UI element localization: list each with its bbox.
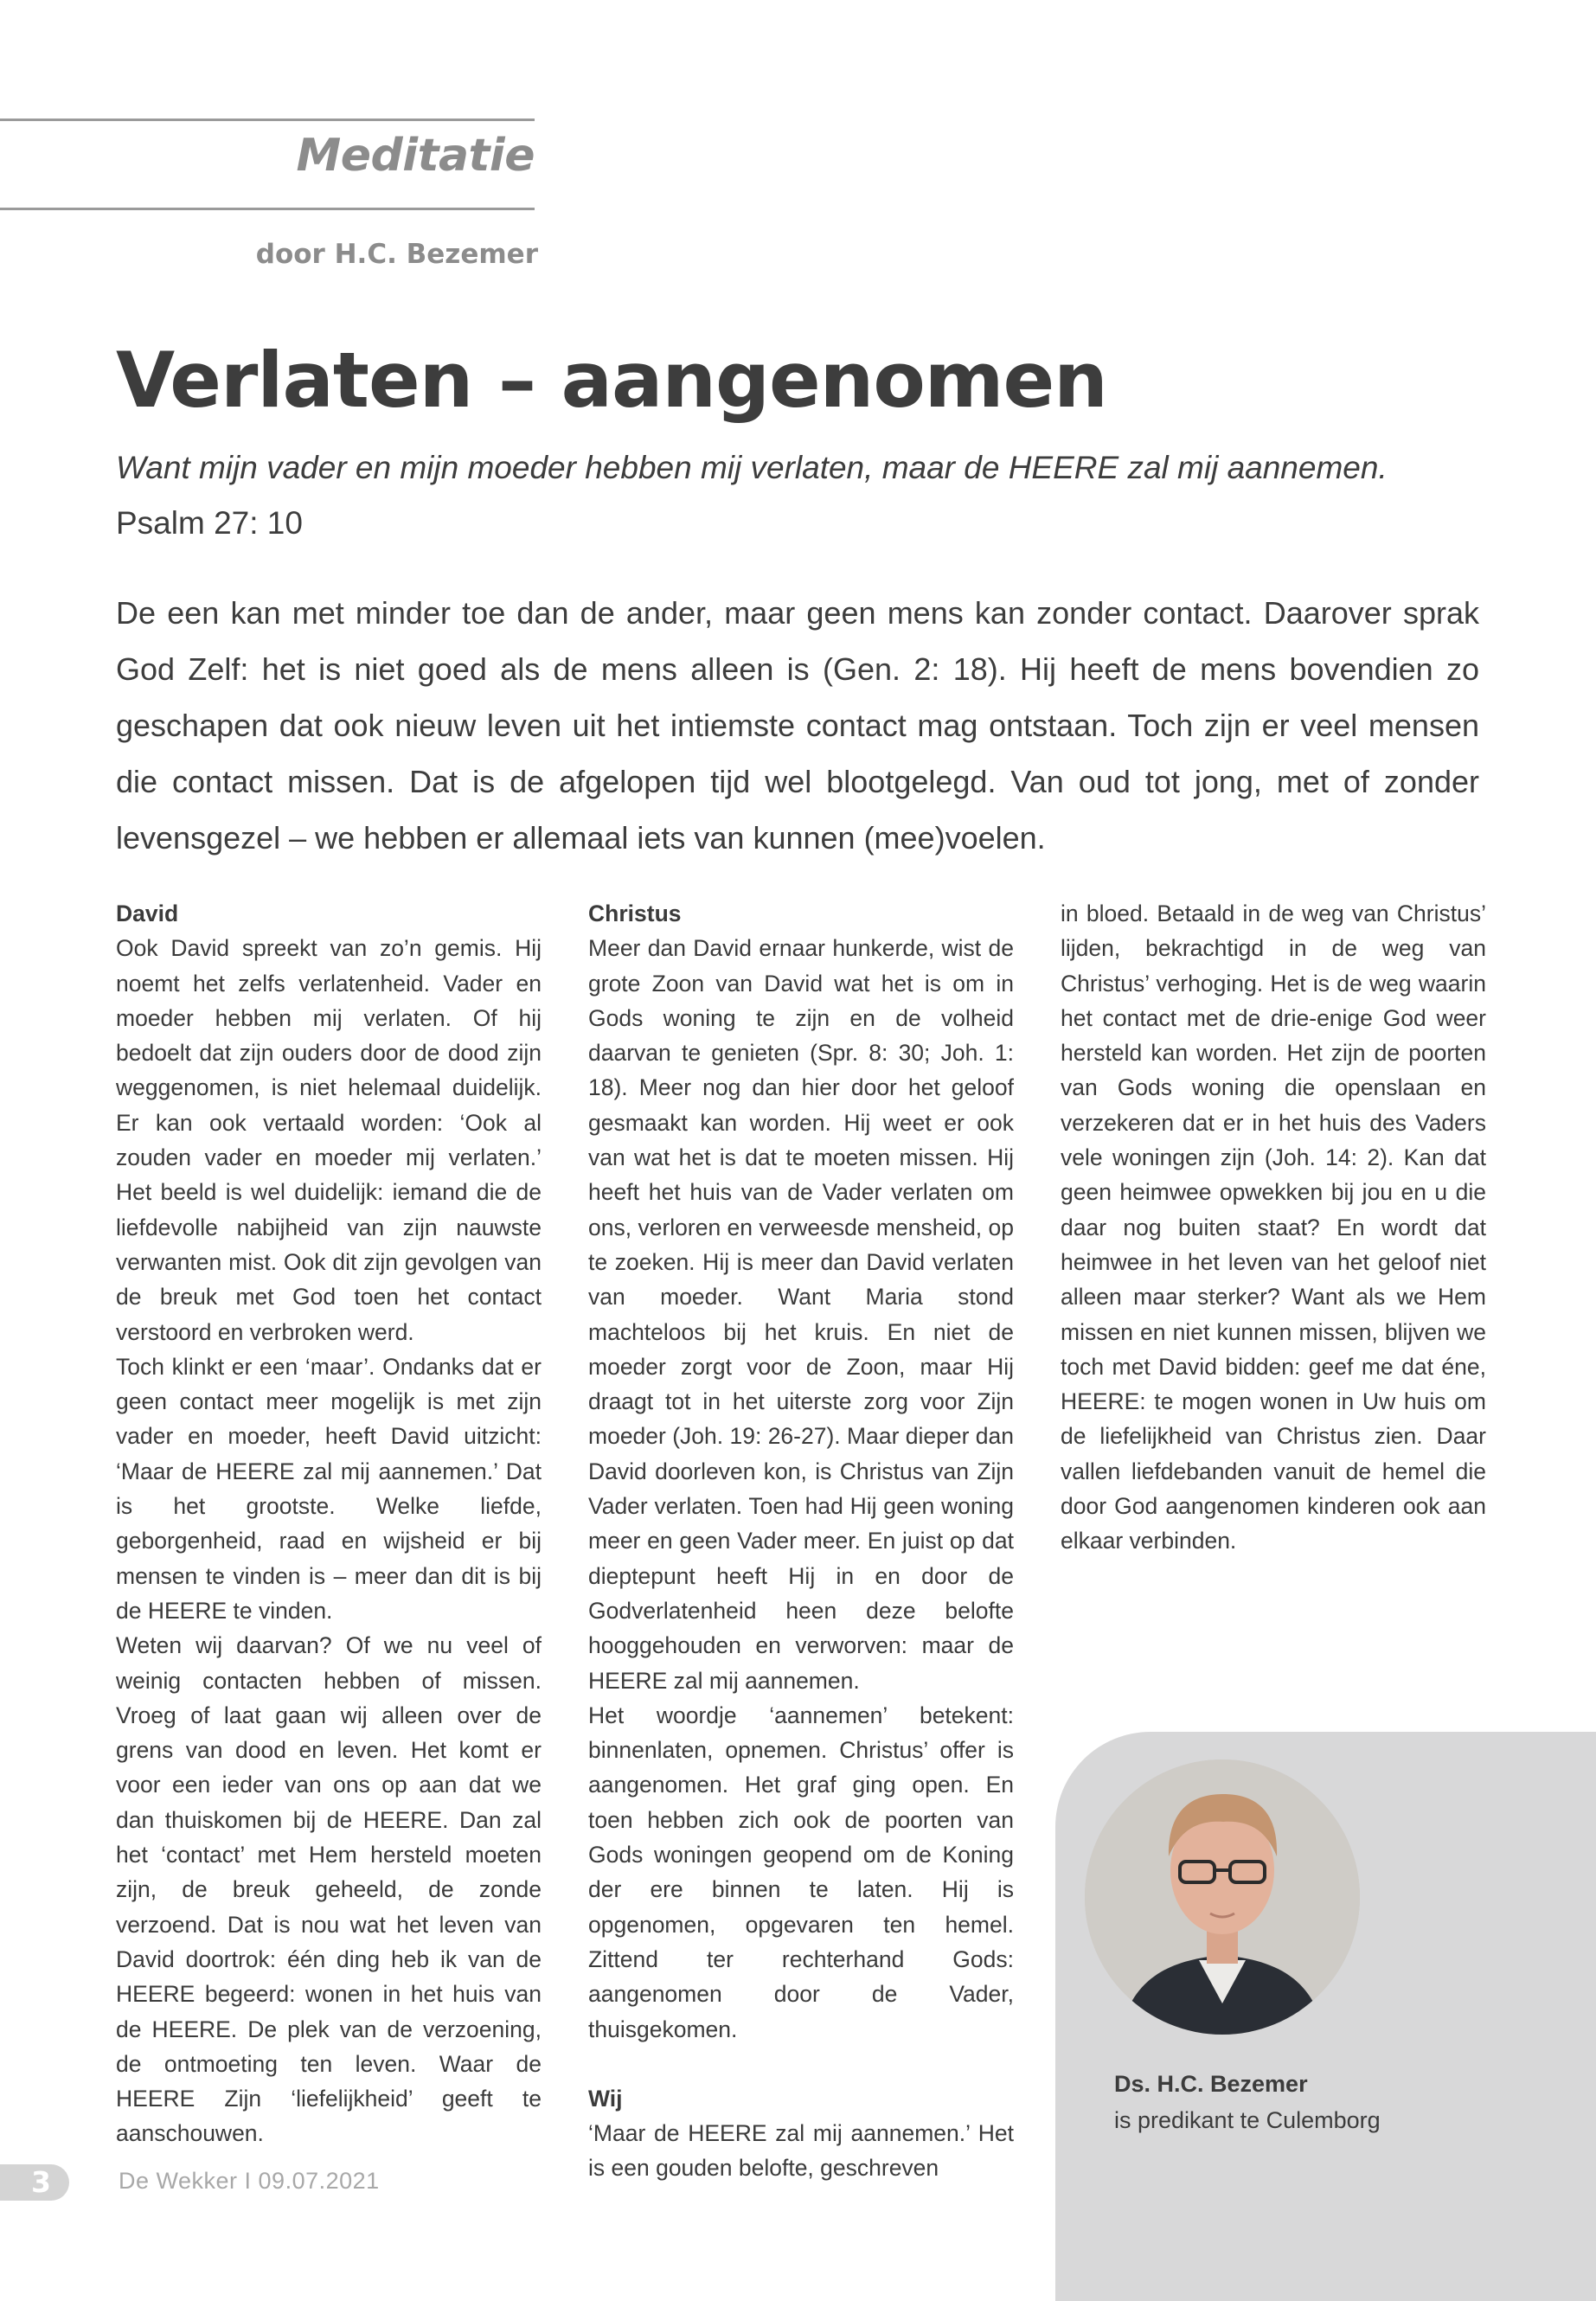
author-portrait	[1085, 1759, 1360, 2035]
section-heading-wij: Wij	[588, 2085, 623, 2112]
byline: door H.C. Bezemer	[255, 239, 538, 270]
intro-paragraph: De een kan met minder toe dan de ander, maar geen mens kan zonder contact. Daarover sprak God Zelf: het is niet goed als de mens alleen is (Gen. 2: 18). Hij heeft de mens bovendien zo geschapen dat ook nieuw leven uit het intiemste contact mag ontstaan. Toch zijn er veel mensen die contact missen. Dat is de afgelopen tijd wel blootgelegd. Van oud tot jong, met of zonder levensgezel – we hebben er allemaal iets van kunnen (mee)voelen.	[116, 595, 1479, 856]
header-rule-top	[0, 119, 535, 121]
david-paragraph-2: Toch klinkt er een ‘maar’. Ondanks dat er geen contact meer mogelijk is met zijn vader en moeder, heeft David uitzicht: ‘Maar de HEERE zal mij aannemen.’ Dat is het grootste. Welke liefde, geborgenheid, raad en wijsheid er bij mensen te vinden is – meer dan dit is bij de HEERE te vinden.	[116, 1353, 542, 1624]
page-number: 3	[31, 2165, 51, 2199]
header-rule-bottom	[0, 208, 535, 210]
christus-paragraph-2: Het woordje ‘aannemen’ betekent: binnenlaten, opnemen. Christus’ offer is aangenomen. Het graf ging open. En toen hebben zich ook de poorten van Gods woningen geopend om de Koning der ere binnen te laten. Hij is opgenomen, opgevaren ten hemel. Zittend ter rechterhand Gods: aangenomen door de Vader, thuisgekomen.	[588, 1702, 1014, 2042]
column-2	[588, 896, 1014, 2186]
scripture-verse: Want mijn vader en mijn moeder hebben mij verlaten, maar de HEERE zal mij aannemen.	[116, 450, 1388, 485]
section-heading-david: David	[116, 901, 179, 926]
section-label: Meditatie	[296, 130, 535, 182]
article-title: Verlaten – aangenomen	[116, 336, 1107, 425]
section-spacer	[588, 2047, 1014, 2081]
christus-paragraph-1: Meer dan David ernaar hunkerde, wist de grote Zoon van David wat het is om in Gods woning te zijn en de volheid daarvan te genieten (Spr. 8: 30; Joh. 1: 18). Meer nog dan hier door het geloof gesmaakt kan worden. Hij weet er ook van wat het is dat te moeten missen. Hij heeft het huis van de Vader verlaten om ons, verloren en verweesde mensheid, op te zoeken. Hij is meer dan David verlaten van moeder. Want Maria stond machteloos bij het kruis. En niet de moeder zorgt voor de Zoon, maar Hij draagt tot in het uiterste zorg voor Zijn moeder (Joh. 19: 26-27). Maar dieper dan David doorleven kon, is Christus van Zijn Vader verlaten. Toen had Hij geen woning meer en geen Vader meer. En juist op dat dieptepunt heeft Hij in en door de Godverlatenheid heen deze belofte hooggehouden en verworven: maar de HEERE zal mij aannemen.	[588, 935, 1015, 1694]
author-photo-illustration	[1085, 1759, 1360, 2035]
section-heading-christus: Christus	[588, 901, 682, 926]
david-paragraph-3: Weten wij daarvan? Of we nu veel of weinig contacten hebben of missen. Vroeg of laat gaan wij alleen over de grens van dood en leven. Het komt er voor een ieder van ons op aan dat we dan thuiskomen bij de HEERE. Dan zal het ‘contact’ met Hem hersteld moeten zijn, de breuk geheeld, de zonde verzoend. Dat is nou wat het leven van David doortrok: één ding heb ik van de HEERE begeerd: wonen in het huis van de HEERE. De plek van de verzoening, de ontmoeting ten leven. Waar de HEERE Zijn ‘liefelijkheid’ geeft te aanschouwen.	[116, 1632, 542, 2147]
column-1	[116, 896, 542, 2151]
wij-paragraph-1: ‘Maar de HEERE zal mij aannemen.’ Het is een gouden belofte, geschreven	[588, 2120, 1014, 2182]
publication-info: De Wekker I 09.07.2021	[119, 2168, 380, 2194]
column-3	[1061, 896, 1486, 1559]
author-role: is predikant te Culemborg	[1114, 2107, 1381, 2133]
scripture-reference: Psalm 27: 10	[116, 505, 303, 541]
david-paragraph-1: Ook David spreekt van zo’n gemis. Hij noemt het zelfs verlatenheid. Vader en moeder hebben mij verlaten. Of hij bedoelt dat zijn ouders door de dood zijn weggenomen, is niet helemaal duidelijk. Er kan ook vertaald worden: ‘Ook al zouden vader en moeder mij verlaten.’ Het beeld is wel duidelijk: iemand die de liefdevolle nabijheid van zijn nauwste verwanten mist. Ook dit zijn gevolgen van de breuk met God toen het contact verstoord en verbroken werd.	[116, 935, 542, 1345]
author-name: Ds. H.C. Bezemer	[1114, 2071, 1308, 2097]
wij-paragraph-1-continued: in bloed. Betaald in de weg van Christus’ lijden, bekrachtigd in de weg van Christus’ verhoging. Het is de weg waarin het contact met de drie-enige God weer hersteld kan worden. Het zijn de poorten van Gods woning die openslaan en verzekeren dat er in het huis des Vaders vele woningen zijn (Joh. 14: 2). Kan dat geen heimwee opwekken bij jou en u die daar nog buiten staat? En wordt dat heimwee in het leven van het geloof niet alleen maar sterker? Want als we Hem missen en niet kunnen missen, blijven we toch met David bidden: geef me dat éne, HEERE: te mogen wonen in Uw huis om de liefelijkheid van Christus zien. Daar vallen liefdebanden vanuit de hemel die door God aangenomen kinderen ook aan elkaar verbinden.	[1061, 901, 1486, 1554]
